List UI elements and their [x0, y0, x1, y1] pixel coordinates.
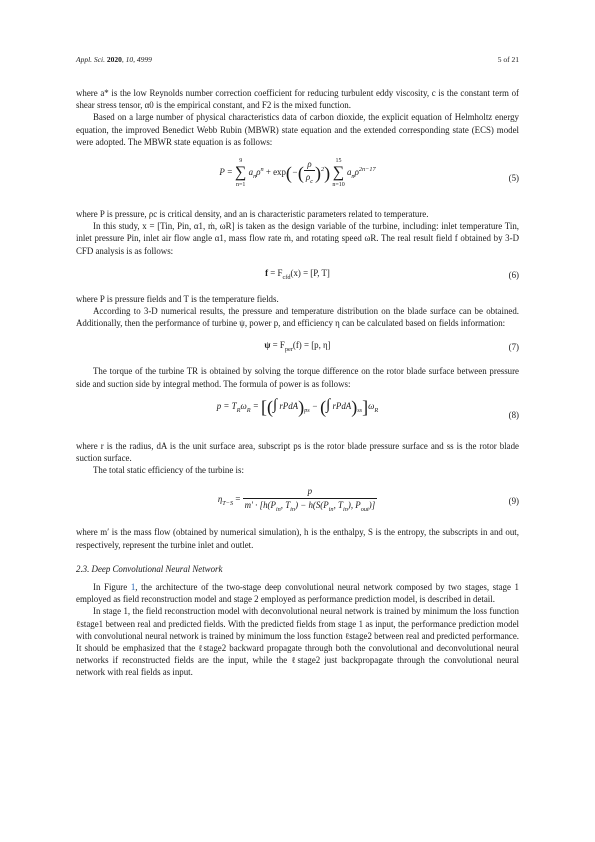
equation-7 [76, 339, 519, 355]
equation-7-math: $\psi = F_{per}(f) = [p$, η] [264, 340, 331, 354]
equation-number: (5) [508, 172, 519, 183]
figure-1-link[interactable]: 1 [130, 582, 136, 593]
journal-volume: , 10, 4999 [121, 55, 152, 64]
paragraph: where m′ is the mass flow (obtained by numerical simulation), h is the enthalpy, S is the entropy, the subscripts in and out, respectively, represent the turbine inlet and outlet. [76, 527, 519, 550]
equation-number: (8) [508, 409, 519, 420]
journal-name: Appl. Sci. [76, 55, 105, 64]
page-number: 5 of 21 [497, 55, 519, 64]
equation-number: (9) [508, 496, 519, 507]
equation-5-math: P = 9 ∑ n=1 $a_n\rho^n + \exp(-$( $\frac{\rho}{\rho_c}$ )$^2$) 15 ∑ n=10 $a_n\rho^{2n-17}$ [219, 158, 376, 189]
paragraph: In this study, x = [Tin, Pin, α1, ṁ, ωR] is taken as the design variable of the turbine, including: inlet temperature Tin, inlet pressure Pin, inlet air flow angle α1, mass flow rate ṁ, and rotating speed ωR. The real result field f obtained by 3-D CFD analysis is as follows: [76, 221, 519, 256]
equation-5 [76, 157, 519, 199]
paragraph: The torque of the turbine TR is obtained by solving the torque difference on the rotor blade surface between pressure side and suction side by integral method. The formula of power is as follows: [76, 366, 519, 389]
equation-number: (7) [508, 342, 519, 353]
equation-9 [76, 485, 519, 517]
paragraph: In Figure 1, the architecture of the two-stage deep convolutional neural network composed by two stages, stage 1 employed as field reconstruction model and stage 2 employed as performance prediction model, is described in detail. [76, 582, 519, 605]
equation-8 [76, 396, 519, 431]
paragraph: where P is pressure fields and T is the temperature fields. [76, 293, 279, 304]
paragraph: In stage 1, the field reconstruction model with deconvolutional neural network is trained by minimum the loss function ℓstage1 between real and predicted fields. With the predicted fields from stage 1 as input, the performance prediction model with convolutional neural network is trained by minimum the loss function ℓstage2 between real and predicted performance. It should be emphasized that the ℓstage2 backward propagate through both the convolutional and deconvolutional neural networks if reconstructed fields are the input, while the ℓstage2 just backpropagate through the convolutional neural network with real fields as input. [76, 606, 519, 678]
paragraph: The total static efficiency of the turbine is: [93, 465, 244, 476]
paragraph: where P is pressure, ρc is critical density, and an is characteristic parameters related to temperature. [76, 209, 429, 220]
equation-9-math: $\eta_{T-S}$ = $\frac{p}{m' \cdot [h(P_{in}, T_{in}) - h(S(P_{in}, T_{in}), P_{out})]}$ [217, 486, 376, 513]
article-body [76, 87, 519, 679]
running-header [76, 55, 519, 64]
equation-number: (6) [508, 269, 519, 280]
journal-year: 2020 [106, 55, 122, 64]
paragraph: where a* is the low Reynolds number correction coefficient for reducing turbulent eddy viscosity, c is the constant term of shear stress tensor, α0 is the empirical constant, and F2 is the mixed function. [76, 88, 519, 111]
section-heading: 2.3. Deep Convolutional Neural Network [76, 563, 223, 574]
paragraph: where r is the radius, dA is the unit surface area, subscript ps is the rotor blade pressure surface and ss is the rotor blade suction surface. [76, 440, 519, 464]
paragraph: Based on a large number of physical characteristics data of carbon dioxide, the explicit equation of Helmholtz energy equation, the improved Benedict Webb Rubin (MBWR) state equation and the extended corresponding state (ECS) model were adopted. The MBWR state equation is as follows: [76, 112, 519, 147]
paragraph: According to 3-D numerical results, the pressure and temperature distribution on the blade surface can be obtained. Additionally, then the performance of turbine ψ, power p, and efficiency η can be calculated based on fields information: [76, 306, 519, 329]
equation-8-math: $p = T_R\omega_R$ = [(∫ $rPdA)_{ps}$ − (∫ $rPdA)_{ss}]\omega_R$ [216, 396, 379, 417]
equation-6 [76, 267, 519, 283]
equation-6-math: $f = F_{cfd}(x) = [P$, T] [265, 267, 330, 281]
